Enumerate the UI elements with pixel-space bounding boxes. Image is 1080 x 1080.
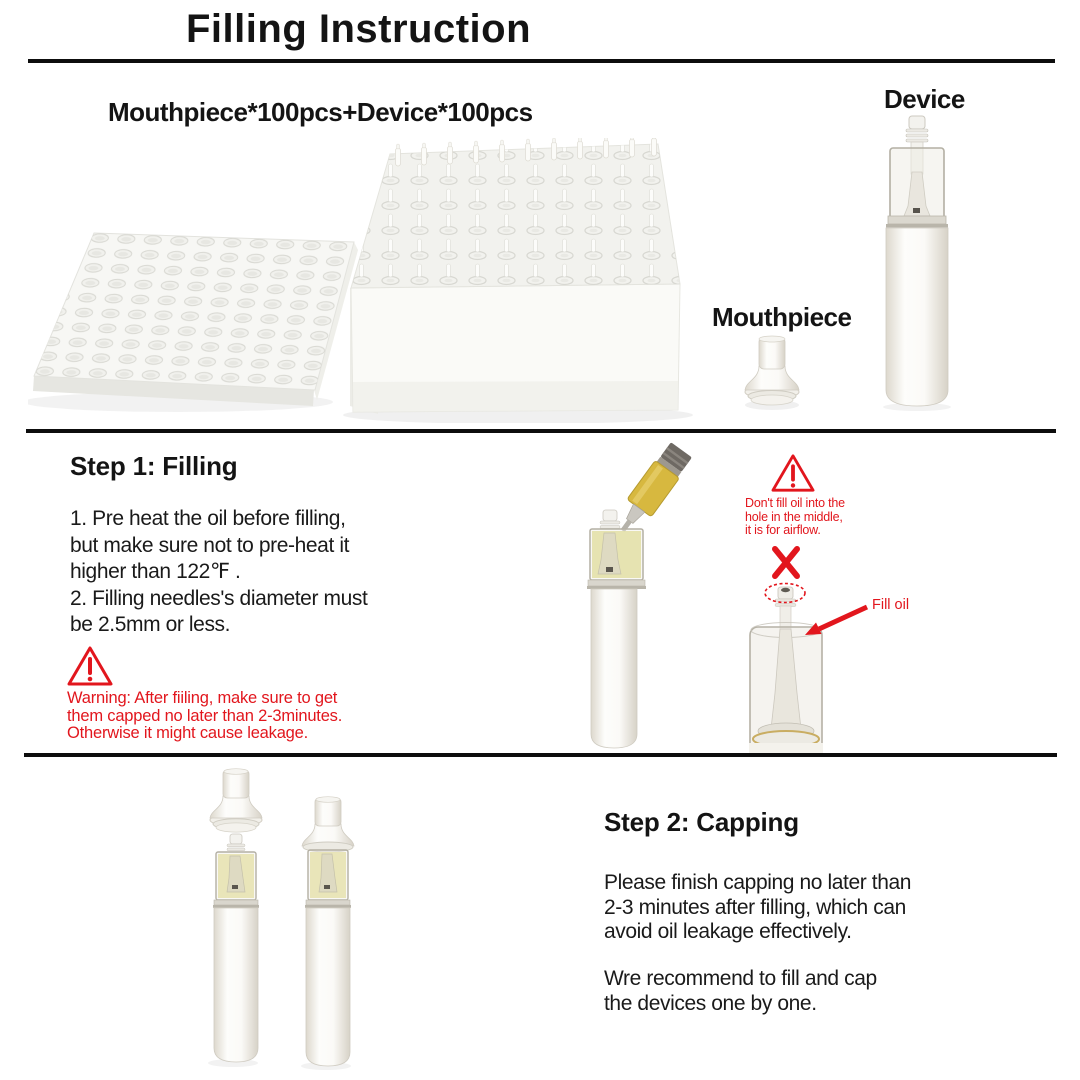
airflow-warning-text [745, 497, 845, 538]
text-line: hole in the middle, [745, 509, 843, 524]
text-line: 2-3 minutes after filling, which can [604, 895, 906, 919]
device-illustration [874, 110, 964, 412]
fill-oil-arrow-icon [805, 607, 867, 635]
text-line: it is for airflow. [745, 523, 821, 538]
text-line: Please finish capping no later than [604, 871, 912, 894]
section-divider-step2 [24, 753, 1057, 757]
cartridge-fill-illustration [733, 543, 943, 758]
syringe-illustration [611, 441, 694, 540]
text-line: Don't fill oil into the [745, 496, 845, 510]
capped-device-illustration [296, 768, 360, 1070]
mouthpiece-illustration [736, 334, 808, 412]
text-line: higher than 122℉ . [70, 560, 241, 583]
foam-trays-illustration [28, 138, 708, 423]
mouthpiece-label: Mouthpiece [712, 302, 852, 332]
text-line: 1. Pre heat the oil before filling, [70, 507, 346, 530]
text-line: but make sure not to pre-heat it [70, 533, 350, 557]
text-line: them capped no later than 2-3minutes. [67, 706, 343, 725]
kit-contents-label: Mouthpiece*100pcs+Device*100pcs [108, 97, 533, 127]
header-divider [28, 59, 1055, 63]
fill-oil-label: Fill oil [872, 597, 910, 613]
warning-triangle-icon [66, 644, 114, 688]
text-line: be 2.5mm or less. [70, 613, 231, 636]
uncapped-device-illustration [206, 766, 268, 1068]
text-line: the devices one by one. [604, 991, 817, 1015]
text-line: Wre recommend to fill and cap [604, 967, 877, 990]
section-divider-step1 [26, 429, 1056, 433]
cross-icon [775, 549, 797, 576]
step1-instructions [70, 506, 367, 639]
page-title: Filling Instruction [186, 7, 532, 51]
airflow-warning-triangle-icon [769, 452, 817, 494]
text-line: avoid oil leakage effectively. [604, 920, 852, 943]
step2-paragraph1 [604, 871, 911, 945]
text-line: Warning: After fiiling, make sure to get [67, 689, 338, 707]
step2-paragraph2 [604, 967, 877, 1016]
text-line: Otherwise it might cause leakage. [67, 724, 309, 743]
device-label: Device [884, 84, 965, 114]
step1-warning-text [67, 690, 342, 743]
step1-heading: Step 1: Filling [70, 451, 238, 481]
step2-heading: Step 2: Capping [604, 807, 799, 837]
text-line: 2. Filling needles's diameter must [70, 586, 368, 610]
filling-device-illustration [552, 434, 712, 756]
